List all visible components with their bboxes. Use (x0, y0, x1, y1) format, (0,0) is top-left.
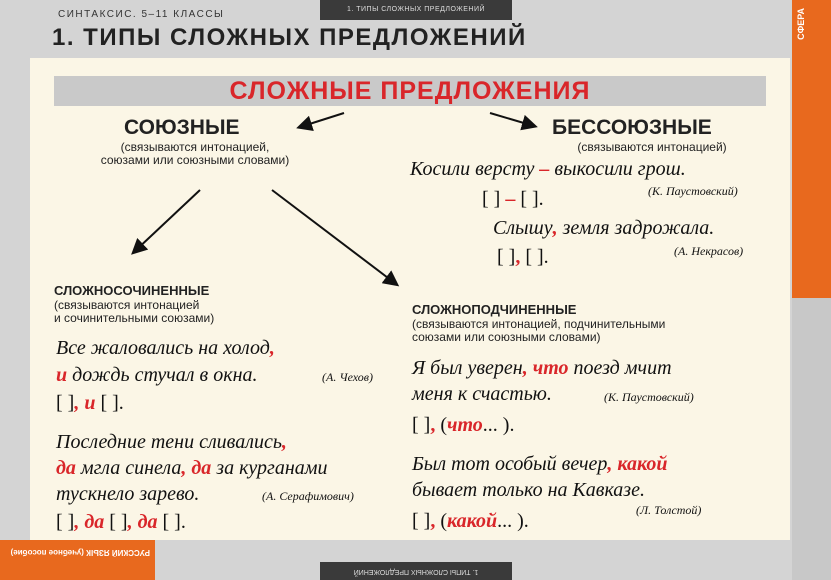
ssp-ex1-scheme (56, 392, 124, 415)
bs-ex1-scheme-dash: – (505, 188, 516, 210)
spp-ex1-text1: Я был уверен (412, 357, 523, 379)
ssp-ex2-da2: да (191, 457, 212, 479)
ssp-ex2-comma: , (281, 431, 287, 453)
spp-ex2-source: (Л. Толстой) (636, 503, 702, 517)
ssp-ex1-scheme-1: [ ] (56, 392, 75, 414)
spp-ex1-conj: что (532, 357, 569, 379)
spp-ex1-scheme-word: что (447, 414, 483, 436)
bs-ex1-scheme (482, 188, 544, 211)
ssp-ex2-text1: Последние тени сливались (56, 431, 282, 453)
subject-badge-text: РУССКИЙ ЯЗЫК (учебное пособие) (10, 548, 150, 557)
bs-ex1-part1: Косили версту (410, 158, 535, 180)
soyuznye-note (66, 141, 324, 167)
ssp-example-2-line1 (56, 431, 287, 454)
publisher-strip (792, 0, 831, 298)
ssp-ex2-mid: мгла синела (80, 457, 182, 479)
spp-ex2-scheme-open: ( (440, 510, 447, 532)
ssp-example-1-line1 (56, 337, 275, 360)
ssp-ex1-comma: , (269, 337, 275, 359)
publisher-label: СФЕРА (796, 8, 806, 40)
spp-ex2-scheme-1: [ ] (412, 510, 431, 532)
ssp-ex1-text1: Все жаловались на холод (56, 337, 270, 359)
spp-example-2-line2: бывает только на Кавказе. (412, 479, 645, 501)
ssp-ex1-text2: дождь стучал в окна. (72, 364, 258, 386)
ssp-ex1-scheme-2: [ ]. (100, 392, 124, 414)
spp-ex2-scheme (412, 510, 529, 533)
spp-ex1-scheme-open: ( (440, 414, 447, 436)
bottom-tab: 1. ТИПЫ СЛОЖНЫХ ПРЕДЛОЖЕНИЙ (320, 562, 512, 580)
spp-ex1-scheme-comma: , (430, 414, 436, 436)
spp-ex2-conj: какой (617, 453, 668, 475)
side-gray-strip (792, 298, 831, 580)
bs-ex1-scheme-2: [ ]. (520, 188, 544, 210)
ssp-ex2-end: за курганами (216, 457, 328, 479)
bs-ex2-part2: земля задрожала. (562, 217, 715, 239)
spp-ex2-comma: , (607, 453, 613, 475)
ssp-example-1-line2 (56, 364, 258, 387)
ssp-ex2-comma2: , (181, 457, 187, 479)
bs-ex2-source: (А. Некрасов) (674, 244, 744, 258)
ssp-ex1-conj: и (56, 364, 68, 386)
banner (54, 76, 766, 106)
spp-example-2-line1 (412, 453, 668, 476)
spp-example-1-line2: меня к счастью. (412, 383, 552, 405)
spp-ex2-scheme-word: какой (447, 510, 498, 532)
ssp-ex1-source: (А. Чехов) (322, 370, 373, 384)
ssp-ex2-source: (А. Серафимович) (262, 489, 354, 503)
bs-ex1-dash: – (539, 158, 550, 180)
spp-ex1-comma: , (522, 357, 528, 379)
bs-ex2-part1: Слышу (493, 217, 553, 239)
spp-note-line1: (связываются интонацией, подчинительными (412, 317, 666, 331)
ssp-heading: СЛОЖНОСОЧИНЕННЫЕ (54, 283, 210, 298)
ssp-ex1-scheme-conj: , и (74, 392, 96, 414)
spp-ex2-scheme-comma: , (430, 510, 436, 532)
bs-ex2-scheme-comma: , (515, 246, 521, 268)
subject-badge (0, 540, 155, 580)
bessoyuznye-example-2 (493, 217, 714, 240)
spp-ex1-source: (К. Паустовский) (604, 390, 694, 404)
spp-note-line2: союзами или союзными словами) (412, 330, 601, 344)
spp-ex1-scheme-1: [ ] (412, 414, 431, 436)
spp-example-1-line1 (412, 357, 672, 380)
soyuznye-note-line1: (связываются интонацией, (120, 140, 270, 154)
spp-ex1-scheme-close: ... ). (482, 414, 515, 436)
bessoyuznye-heading: БЕССОЮЗНЫЕ (552, 116, 712, 139)
soyuznye-note-line2: союзами или союзными словами) (100, 153, 290, 167)
ssp-ex2-scheme-1: [ ] (56, 511, 75, 533)
ssp-ex2-scheme-3: [ ]. (162, 511, 186, 533)
bs-ex2-comma: , (552, 217, 558, 239)
bs-ex1-scheme-1: [ ] (482, 188, 501, 210)
bs-ex2-scheme (497, 246, 549, 269)
spp-ex2-scheme-close: ... ). (497, 510, 529, 532)
ssp-ex2-scheme-c2: , да (127, 511, 158, 533)
spp-ex2-text1: Был тот особый вечер (412, 453, 608, 475)
spp-heading: СЛОЖНОПОДЧИНЕННЫЕ (412, 302, 577, 317)
ssp-ex2-scheme (56, 511, 186, 534)
page-title: 1. ТИПЫ СЛОЖНЫХ ПРЕДЛОЖЕНИЙ (52, 24, 527, 51)
ssp-ex2-da1: да (56, 457, 76, 479)
bessoyuznye-example-1 (410, 158, 686, 181)
spp-note (412, 318, 665, 344)
ssp-example-2-line2 (56, 457, 328, 480)
spp-ex1-rest: поезд мчит (573, 357, 672, 379)
bessoyuznye-note: (связываются интонацией) (577, 140, 727, 154)
series-label: СИНТАКСИС. 5–11 КЛАССЫ (58, 9, 225, 20)
ssp-note (54, 299, 214, 325)
bs-ex2-scheme-1: [ ] (497, 246, 516, 268)
bs-ex1-source: (К. Паустовский) (648, 184, 738, 198)
ssp-ex2-scheme-c1: , да (74, 511, 105, 533)
ssp-example-2-line3: тускнело зарево. (56, 483, 200, 505)
top-tab: 1. ТИПЫ СЛОЖНЫХ ПРЕДЛОЖЕНИЙ (320, 0, 512, 20)
ssp-ex2-scheme-2: [ ] (109, 511, 128, 533)
banner-title: СЛОЖНЫЕ ПРЕДЛОЖЕНИЯ (229, 77, 591, 105)
spp-ex1-scheme (412, 414, 514, 437)
ssp-note-line2: и сочинительными союзами) (54, 311, 215, 325)
ssp-note-line1: (связываются интонацией (54, 298, 200, 312)
bs-ex1-part2: выкосили грош. (554, 158, 686, 180)
bs-ex2-scheme-2: [ ]. (525, 246, 549, 268)
soyuznye-heading: СОЮЗНЫЕ (124, 116, 240, 139)
